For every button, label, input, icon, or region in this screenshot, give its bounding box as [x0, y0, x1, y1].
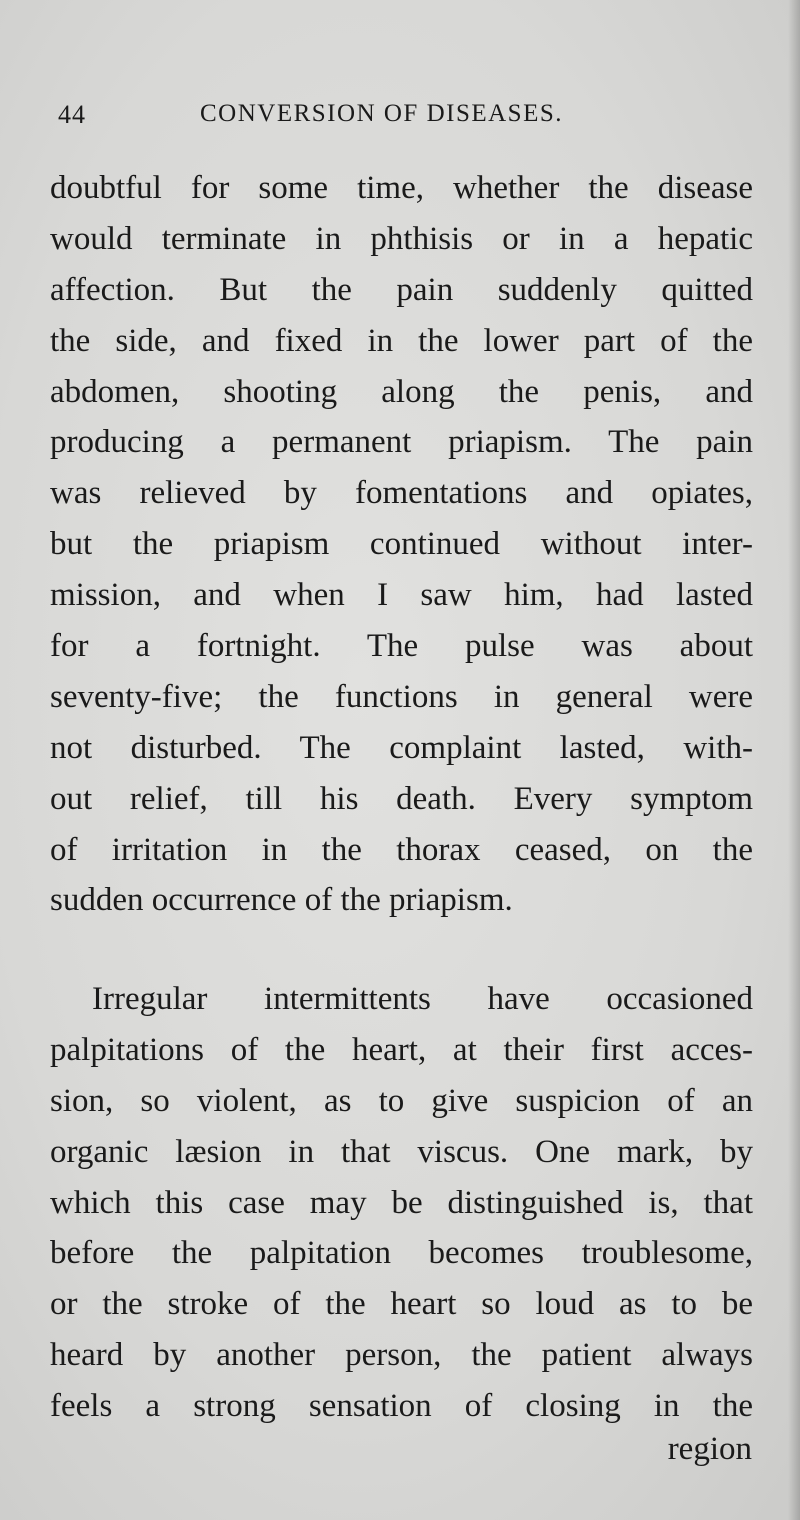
- text-line: feels a strong sensation of closing in the: [50, 1388, 753, 1425]
- text-line: heard by another person, the patient always: [50, 1337, 753, 1374]
- text-line: palpitations of the heart, at their first acces-: [50, 1031, 753, 1068]
- text-line: out relief, till his death. Every symptom: [50, 780, 753, 817]
- text-line: or the stroke of the heart so loud as to be: [50, 1286, 753, 1323]
- text-line: Irregular intermittents have occasioned: [92, 981, 753, 1017]
- page-header: [58, 100, 748, 140]
- text-line: abdomen, shooting along the penis, and: [50, 373, 753, 410]
- text-line: mission, and when I saw him, had lasted: [50, 577, 753, 614]
- text-line: sudden occurrence of the priapism.: [50, 882, 513, 919]
- paragraph-1: [50, 163, 753, 926]
- text-line: before the palpitation becomes troublesome,: [50, 1235, 753, 1272]
- page-edge-shadow: [788, 0, 800, 1520]
- text-line: doubtful for some time, whether the disease: [50, 170, 753, 206]
- text-line: would terminate in phthisis or in a hepatic: [50, 220, 753, 257]
- text-line: producing a permanent priapism. The pain: [50, 424, 753, 461]
- paragraph-2: [50, 974, 753, 1432]
- catchword: region: [667, 1431, 752, 1467]
- text-line: but the priapism continued without inter-: [50, 526, 753, 563]
- text-line: was relieved by fomentations and opiates,: [50, 475, 753, 512]
- text-line: sion, so violent, as to give suspicion of an: [50, 1082, 753, 1119]
- text-line: for a fortnight. The pulse was about: [50, 628, 753, 665]
- text-line: organic læsion in that viscus. One mark, by: [50, 1133, 753, 1170]
- text-line: not disturbed. The complaint lasted, with-: [50, 729, 753, 766]
- text-line: the side, and fixed in the lower part of the: [50, 322, 753, 359]
- text-line: of irritation in the thorax ceased, on the: [50, 831, 753, 868]
- running-title: CONVERSION OF DISEASES.: [200, 100, 564, 127]
- text-line: which this case may be distinguished is, that: [50, 1184, 753, 1221]
- page-number: 44: [58, 100, 86, 129]
- text-line: affection. But the pain suddenly quitted: [50, 271, 753, 308]
- text-line: seventy-five; the functions in general were: [50, 678, 753, 715]
